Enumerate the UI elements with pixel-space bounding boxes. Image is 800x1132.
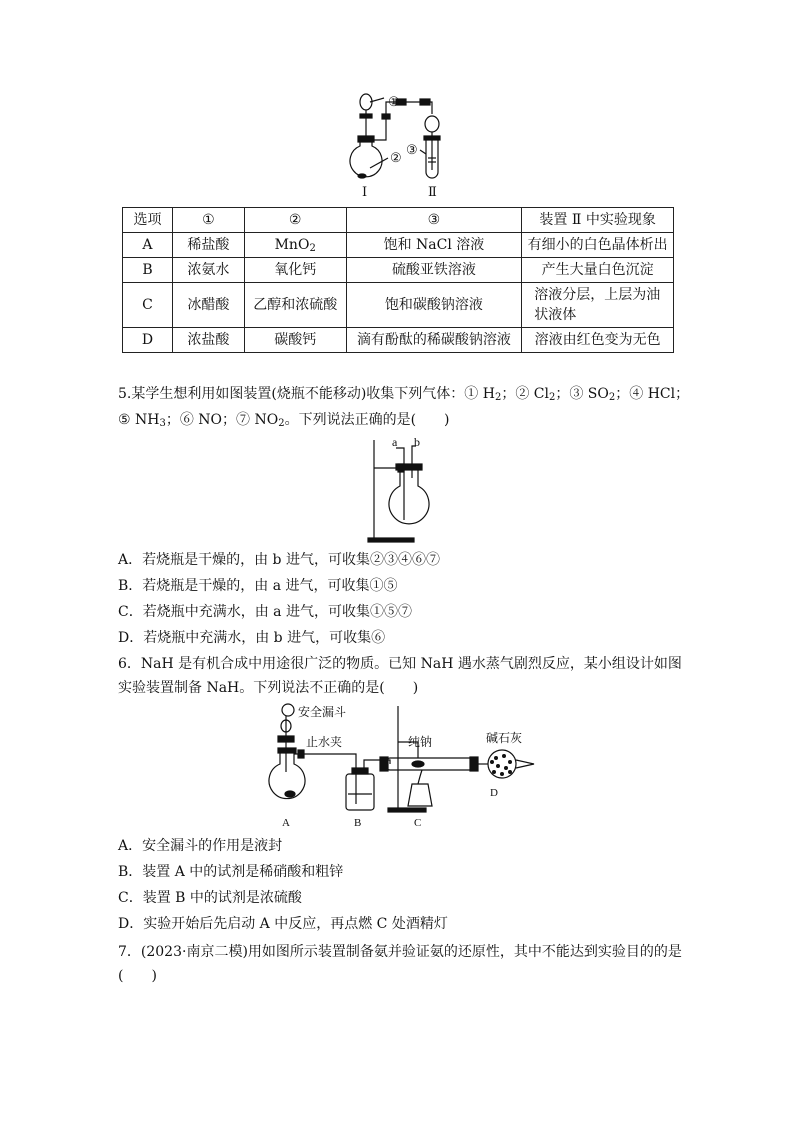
q6-apparatus-figure [268, 702, 538, 832]
table-cell: A [123, 233, 173, 258]
round-bottom-flask [350, 138, 382, 177]
label-a: A [282, 817, 290, 829]
table-header: ③ [346, 208, 522, 233]
table-cell: B [123, 258, 173, 283]
drying-bulb [425, 116, 439, 132]
safety-funnel [282, 704, 294, 716]
table-cell: 溶液分层，上层为油状液体 [522, 283, 674, 328]
label-safety-funnel: 安全漏斗 [298, 705, 347, 719]
label-circle-1: ① [388, 94, 400, 109]
q5-stem-line1: 5.某学生想利用如图装置(烧瓶不能移动)收集下列气体：① $H_2$；② $Cl_2$；③ $SO_2$；④ HCl； [118, 386, 690, 403]
label-b: b [414, 435, 420, 449]
q6-option-b: B．装置 A 中的试剂是稀硝酸和粗锌 [118, 864, 344, 880]
q6-stem: 6．NaH 是有机合成中用途很广泛的物质。已知 NaH 遇水蒸气剧烈反应，某小组设计如图实验装置制备 NaH。下列说法不正确的是( ) [118, 656, 682, 696]
label-sodium: 纯钠 [408, 735, 433, 749]
table-header: 选项 [123, 208, 173, 233]
table-row [123, 233, 674, 258]
label-d: D [490, 787, 498, 799]
table-cell: MnO$_2$ [244, 233, 346, 258]
label-device-2: Ⅱ [428, 184, 437, 199]
label-device-1: Ⅰ [362, 184, 368, 199]
table-row [123, 328, 674, 353]
table-cell: D [123, 328, 173, 353]
q6-option-c: C．装置 B 中的试剂是浓硫酸 [118, 890, 302, 906]
q5-option-a: A．若烧瓶是干燥的，由 b 进气，可收集②③④⑥⑦ [118, 552, 440, 568]
table-cell: 稀盐酸 [172, 233, 244, 258]
table-cell: 乙醇和浓硫酸 [244, 283, 346, 328]
table-cell: 滴有酚酞的稀碳酸钠溶液 [346, 328, 522, 353]
q5-option-b: B．若烧瓶是干燥的，由 a 进气，可收集①⑤ [118, 578, 398, 594]
stand-base [368, 538, 414, 542]
table-cell: 饱和 NaCl 溶液 [346, 233, 522, 258]
table-cell: 产生大量白色沉淀 [522, 258, 674, 283]
table-header: 装置 Ⅱ 中实验现象 [522, 208, 674, 233]
label-b: B [354, 817, 362, 829]
table-cell: 硫酸亚铁溶液 [346, 258, 522, 283]
table-header: ① [172, 208, 244, 233]
flask [389, 468, 429, 524]
table-cell: 有细小的白色晶体析出 [522, 233, 674, 258]
table-row [123, 283, 674, 328]
options-table [122, 207, 674, 353]
table-cell: 浓盐酸 [172, 328, 244, 353]
wash-bottle-b [346, 774, 374, 810]
table-row [123, 258, 674, 283]
apparatus-figure-1 [340, 88, 470, 200]
label-circle-2: ② [390, 150, 402, 165]
table-cell: C [123, 283, 173, 328]
alcohol-lamp [408, 784, 432, 806]
table-cell: 冰醋酸 [172, 283, 244, 328]
table-cell: 饱和碳酸钠溶液 [346, 283, 522, 328]
q7-stem: 7．(2023·南京二模)用如图所示装置制备氨并验证氨的还原性，其中不能达到实验目的的是( ) [118, 944, 682, 984]
label-soda-lime: 碱石灰 [486, 731, 523, 745]
table-cell: 浓氨水 [172, 258, 244, 283]
q6-option-a: A．安全漏斗的作用是液封 [118, 838, 283, 854]
table-header: ② [244, 208, 346, 233]
table-cell: 氧化钙 [244, 258, 346, 283]
table-cell: 碳酸钙 [244, 328, 346, 353]
label-circle-3: ③ [406, 142, 418, 157]
q5-stem-line2: ⑤ $NH_3$；⑥ NO；⑦ $NO_2$。下列说法正确的是( ) [118, 412, 450, 429]
label-a: a [392, 435, 398, 449]
q5-option-d: D．若烧瓶中充满水，由 b 进气，可收集⑥ [118, 630, 386, 646]
q5-option-c: C．若烧瓶中充满水，由 a 进气，可收集①⑤⑦ [118, 604, 412, 620]
label-clamp: 止水夹 [306, 735, 343, 749]
label-c: C [414, 817, 422, 829]
reaction-tube-c [386, 758, 474, 770]
q6-option-d: D．实验开始后先启动 A 中反应，再点燃 C 处酒精灯 [118, 916, 448, 932]
table-header-row [123, 208, 674, 233]
q5-apparatus-figure [362, 434, 448, 546]
table-cell: 溶液由红色变为无色 [522, 328, 674, 353]
